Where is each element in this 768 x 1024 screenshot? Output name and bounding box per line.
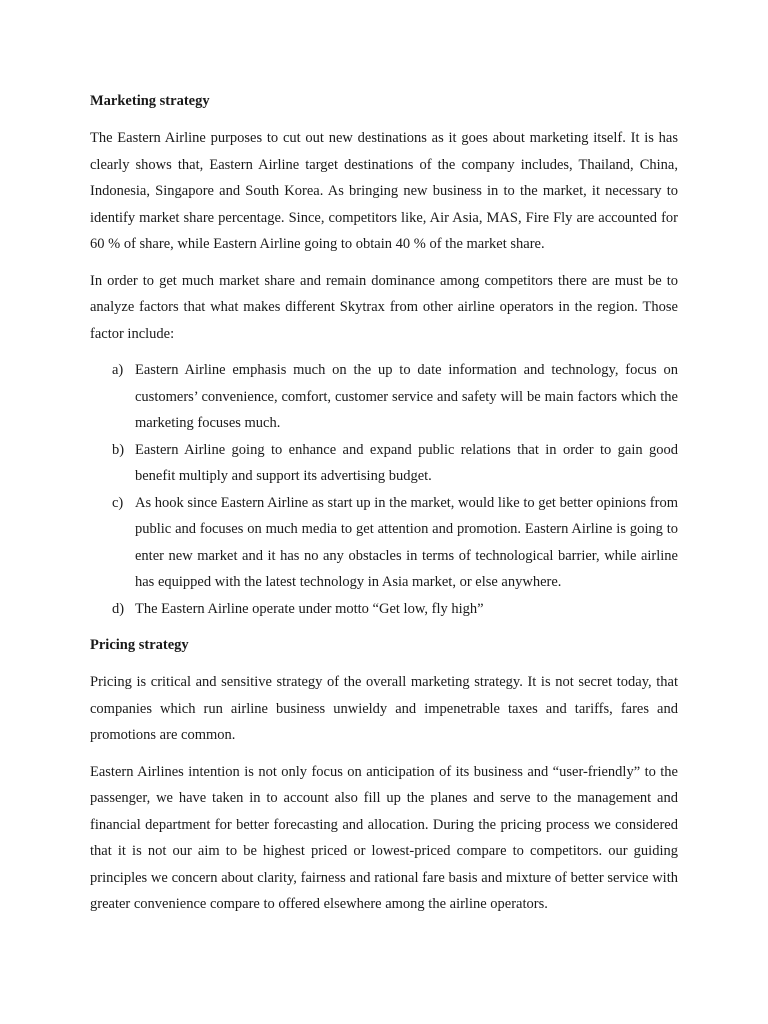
- list-item-text: Eastern Airline emphasis much on the up to date information and technology, focus on customers’ convenience, comfort, customer service and safety will be main factors which the marketing focuses much.: [135, 362, 678, 431]
- paragraph: Pricing is critical and sensitive strategy of the overall marketing strategy. It is not secret today, that companies which run airline business unwieldy and impenetrable taxes and tariffs, fares and promotions are common.: [90, 674, 678, 743]
- factor-list: [90, 357, 678, 622]
- paragraph: In order to get much market share and remain dominance among competitors there are must be to analyze factors that what makes different Skytrax from other airline operators in the region. Those factor include:: [90, 272, 678, 342]
- list-item: [90, 490, 678, 596]
- list-item: [90, 437, 678, 490]
- list-marker: a): [112, 362, 124, 378]
- list-marker: b): [112, 441, 125, 458]
- list-item: [90, 596, 678, 623]
- list-item-text: Eastern Airline going to enhance and expand public relations that in order to gain good benefit multiply and support its advertising budget.: [135, 441, 678, 484]
- document-page: [90, 88, 678, 928]
- paragraph: The Eastern Airline purposes to cut out new destinations as it goes about marketing itself. It is has clearly shows that, Eastern Airline target destinations of the company includes, Thailand, China, Indonesia, Singapore and South Korea. As bringing new business in to the market, it necessary to identify market share percentage. Since, competitors like, Air Asia, MAS, Fire Fly are accounted for 60 % of share, while Eastern Airline going to obtain 40 % of the market share.: [90, 130, 678, 252]
- list-item-text: As hook since Eastern Airline as start up in the market, would like to get better opinions from public and focuses on much media to get attention and promotion. Eastern Airline is going to enter new market and it has no any obstacles in terms of technological barrier, while airline has equipped with the latest technology in Asia market, or else anywhere.: [135, 494, 678, 590]
- list-marker: c): [112, 494, 124, 511]
- list-item: [90, 357, 678, 437]
- list-item-text: The Eastern Airline operate under motto “Get low, fly high”: [135, 600, 484, 617]
- section-heading-pricing-strategy: Pricing strategy: [90, 637, 189, 653]
- list-marker: d): [112, 600, 125, 617]
- paragraph: Eastern Airlines intention is not only focus on anticipation of its business and “user-friendly” to the passenger, we have taken in to account also fill up the planes and serve to the management and financial department for better forecasting and allocation. During the pricing process we considered that it is not our aim to be highest priced or lowest-priced compare to competitors. our guiding principles we concern about clarity, fairness and rational fare basis and mixture of better service with greater convenience compare to offered elsewhere among the airline operators.: [90, 763, 678, 912]
- section-heading-marketing-strategy: Marketing strategy: [90, 93, 210, 109]
